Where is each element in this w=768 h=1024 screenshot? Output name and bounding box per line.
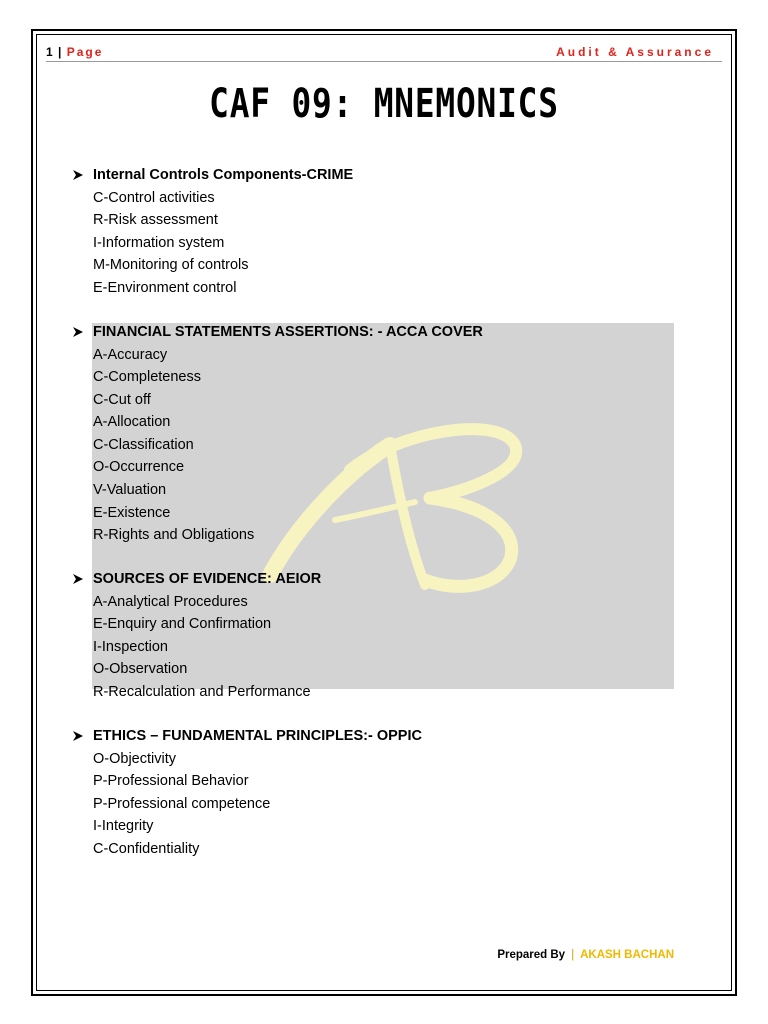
- arrow-bullet-icon: [72, 725, 93, 748]
- list-item: V-Valuation: [93, 482, 167, 499]
- list-item: C-Control activities: [93, 189, 215, 206]
- list-item: I-Inspection: [93, 638, 168, 655]
- footer-separator: |: [571, 949, 575, 961]
- list-item: C-Cut off: [93, 391, 151, 408]
- header-subject: Audit & Assurance: [556, 45, 714, 59]
- list-item: E-Existence: [93, 504, 171, 521]
- section-heading: Internal Controls Components-CRIME: [93, 167, 354, 183]
- section-ethics: [72, 725, 692, 860]
- list-item: R-Recalculation and Performance: [93, 683, 311, 700]
- header-separator: |: [58, 45, 62, 59]
- list-item: M-Monitoring of controls: [93, 257, 249, 274]
- section-heading: FINANCIAL STATEMENTS ASSERTIONS: - ACCA COVER: [93, 324, 483, 340]
- author-name: AKASH BACHAN: [580, 949, 674, 961]
- section-heading: SOURCES OF EVIDENCE: AEIOR: [93, 571, 322, 587]
- list-item: E-Environment control: [93, 279, 237, 296]
- page-footer: [497, 946, 674, 964]
- list-item: P-Professional competence: [93, 795, 271, 812]
- page-number: 1: [46, 45, 53, 59]
- section-heading-row: [72, 321, 692, 344]
- arrow-bullet-icon: [72, 164, 93, 187]
- list-item: R-Rights and Obligations: [93, 527, 255, 544]
- section-heading-row: [72, 725, 692, 748]
- section-heading-row: [72, 568, 692, 591]
- list-item: O-Objectivity: [93, 750, 176, 767]
- section-heading-row: [72, 164, 692, 187]
- list-item: R-Risk assessment: [93, 212, 218, 229]
- list-item: P-Professional Behavior: [93, 773, 249, 790]
- page-title: CAF 09: MNEMONICS: [209, 81, 559, 127]
- page-word: Page: [66, 45, 104, 59]
- prepared-by-label: Prepared By: [497, 949, 566, 961]
- list-item: A-Analytical Procedures: [93, 593, 248, 610]
- list-item: A-Accuracy: [93, 346, 168, 363]
- list-item: O-Occurrence: [93, 459, 185, 476]
- list-item: C-Classification: [93, 436, 194, 453]
- list-item: C-Completeness: [93, 369, 201, 386]
- arrow-bullet-icon: [72, 568, 93, 591]
- arrow-bullet-icon: [72, 321, 93, 344]
- section-financial-assertions: [72, 321, 692, 547]
- list-item: E-Enquiry and Confirmation: [93, 616, 272, 633]
- list-item: I-Information system: [93, 234, 225, 251]
- list-item: I-Integrity: [93, 818, 154, 835]
- list-item: C-Confidentiality: [93, 840, 200, 857]
- section-heading: ETHICS – FUNDAMENTAL PRINCIPLES:- OPPIC: [93, 728, 422, 744]
- list-item: O-Observation: [93, 661, 188, 678]
- section-internal-controls: [72, 164, 692, 299]
- list-item: A-Allocation: [93, 414, 171, 431]
- section-sources-of-evidence: [72, 568, 692, 703]
